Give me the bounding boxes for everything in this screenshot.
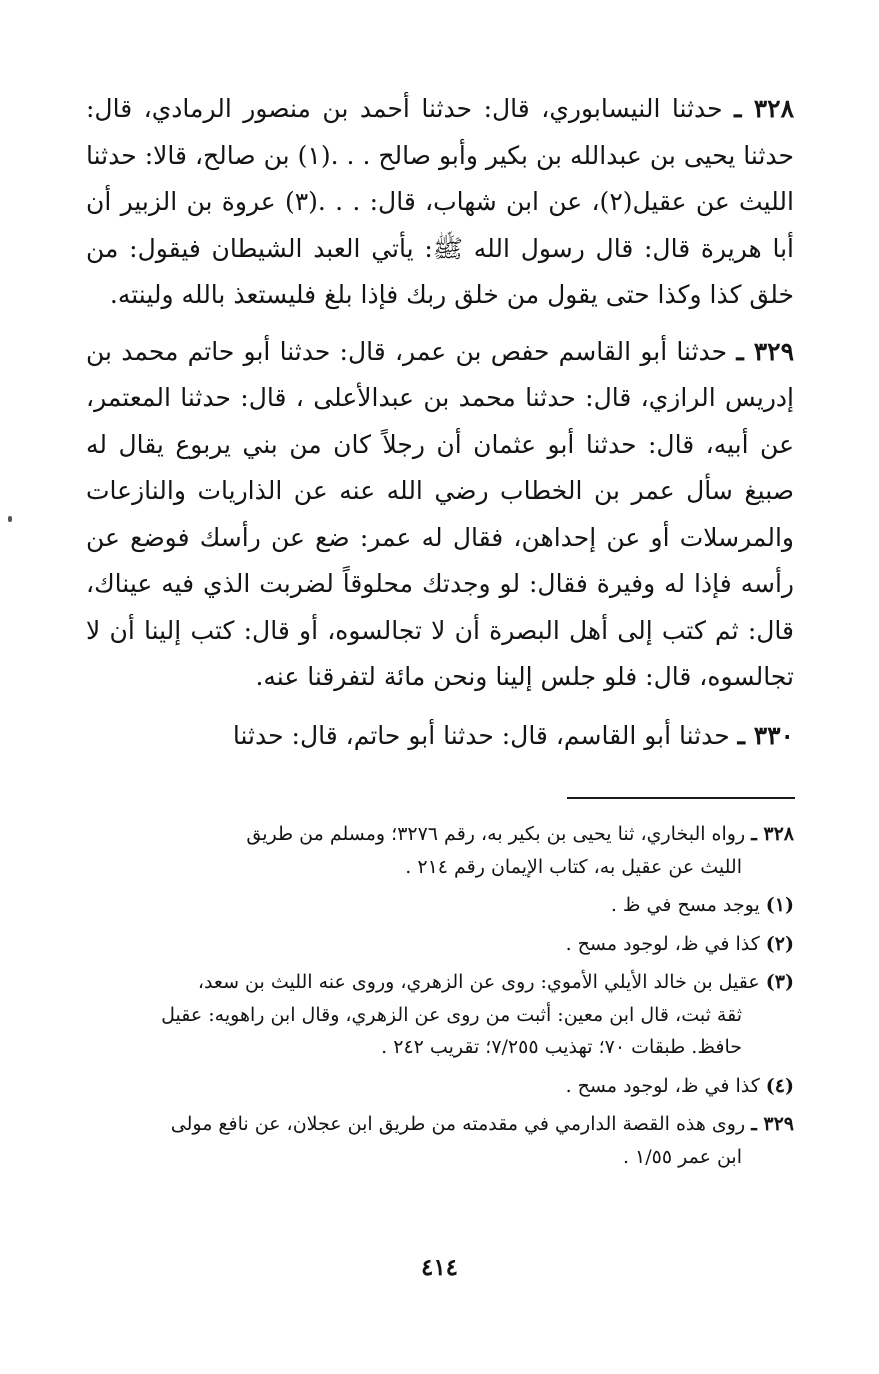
hadith-text: حدثنا أبو القاسم حفص بن عمر، قال: حدثنا أبو حاتم محمد بن إدريس الرازي، قال: حدثنا محمد بن عبدالأعلى ، قال: حدثنا المعتمر، عن أبيه، قال: حدثنا أبو عثمان أن رجلاً كان من بني يربوع يقال له صبيغ سأل عمر بن الخطاب رضي الله عنه عن الذاريات والنازعات والمرسلات أو عن إحداهن، فقال له عمر: ضع عن رأسك فوضع عن رأسه فإذا له وفيرة فقال: لو وجدتك محلوقاً لضربت الذي فيه عيناك، قال: ثم كتب إلى أهل البصرة أن لا تجالسوه، أو قال: كتب إلينا أن لا تجالسوه، قال: فلو جلس إلينا ونحن مائة لتفرقنا عنه. [86,336,794,691]
footnote-text-line: عقيل بن خالد الأيلي الأموي: روى عن الزهري، وروى عنه الليث بن سعد، [197,971,766,993]
main-text [86,86,794,759]
footnotes [86,818,794,1179]
hadith-paragraph-328 [86,86,794,319]
footnote-3 [86,966,794,1064]
page-number: ٤١٤ [420,1254,459,1281]
hadith-text: حدثنا النيسابوري، قال: حدثنا أحمد بن منصور الرمادي، قال: حدثنا يحيى بن عبدالله بن بكير وأبو صالح . . .(١) بن صالح، قالا: حدثنا الليث عن عقيل(٢)، عن ابن شهاب، قال: . . .(٣) عروة بن الزبير أن أبا هريرة قال: قال رسول الله ﷺ: يأتي العبد الشيطان فيقول: من خلق كذا وكذا حتى يقول من خلق ربك فإذا بلغ فليستعذ بالله ولينته. [86,94,794,309]
footnote-divider [567,797,795,799]
footnote-text-line: ثقة ثبت، قال ابن معين: أثبت من روى عن الزهري، وقال ابن راهويه: عقيل [161,1003,742,1026]
footnote-number: ٣٢٨ ـ [751,823,794,845]
footnote-number: (٤) [765,1074,794,1097]
hadith-number: ٣٢٨ ـ [734,94,795,123]
hadith-number: ٣٢٩ ـ [736,336,795,366]
footnote-2 [86,928,794,961]
footnote-328 [86,818,794,883]
footnote-text-line: روى هذه القصة الدارمي في مقدمته من طريق ابن عجلان، عن نافع مولى [170,1113,752,1135]
footnote-text: يوجد مسح في ظ . [610,894,766,916]
footnote-329 [86,1108,794,1173]
scan-speck [8,516,12,522]
hadith-text: حدثنا أبو القاسم، قال: حدثنا أبو حاتم، قال: حدثنا [232,720,738,750]
footnote-text-line: ابن عمر ١/٥٥ . [622,1145,742,1168]
footnote-text-line: حافظ. طبقات ٧٠؛ تهذيب ٧/٢٥٥؛ تقريب ٢٤٢ . [381,1036,742,1058]
footnote-number: ٣٢٩ ـ [751,1113,794,1135]
footnote-1 [86,889,794,922]
hadith-paragraph-329 [86,329,794,701]
footnote-number: (٢) [765,932,794,955]
footnote-text: كذا في ظ، لوجود مسح . [565,1074,766,1097]
footnote-number: (١) [765,894,794,916]
footnote-number: (٣) [765,971,794,993]
hadith-paragraph-330 [86,713,794,760]
hadith-number: ٣٣٠ ـ [737,720,794,750]
footnote-4 [86,1070,794,1103]
footnote-text: كذا في ظ، لوجود مسح . [565,932,766,955]
footnote-text-line: الليث عن عقيل به، كتاب الإيمان رقم ٢١٤ . [405,855,742,878]
footnote-text-line: رواه البخاري، ثنا يحيى بن بكير به، رقم ٣٢٧٦؛ ومسلم من طريق [246,823,752,845]
